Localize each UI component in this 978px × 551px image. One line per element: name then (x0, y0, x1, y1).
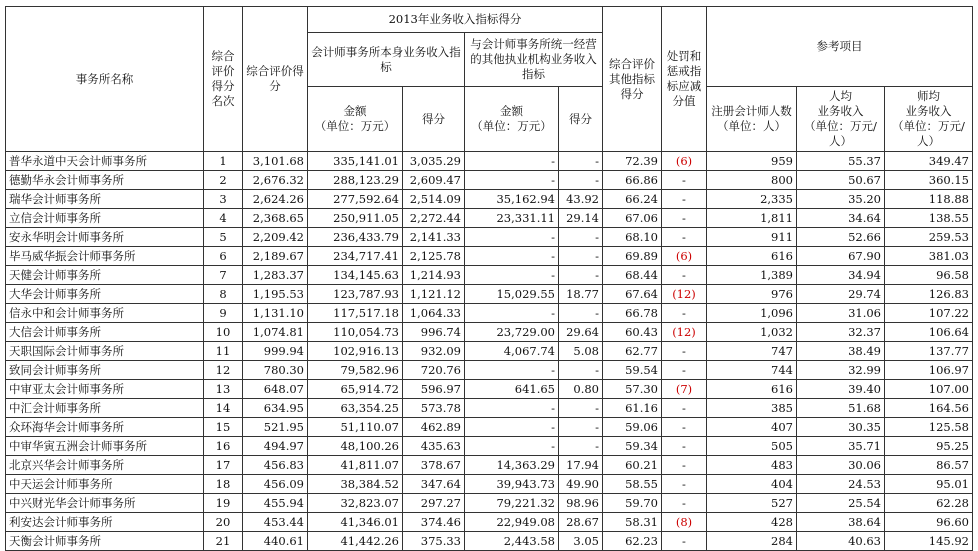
document-page (5, 6, 973, 551)
header-revenue-group: 2013年业务收入指标得分 (308, 7, 603, 33)
cell-score: 2,368.65 (243, 209, 308, 228)
cell-firm-name: 天衡会计师事务所 (6, 532, 204, 551)
cell-score: 2,189.67 (243, 247, 308, 266)
cell-firm-name: 普华永道中天会计师事务所 (6, 152, 204, 171)
cell-cpa-count: 976 (707, 285, 797, 304)
cell-other-score: 59.34 (603, 437, 662, 456)
cell-penalty: - (662, 475, 707, 494)
cell-penalty: - (662, 342, 707, 361)
cell-other-points: 5.08 (559, 342, 603, 361)
cell-own-points: 932.09 (403, 342, 465, 361)
cell-other-amount: - (465, 152, 559, 171)
header-other-amount: 金额 （单位：万元） (465, 87, 559, 152)
cell-per-capita: 30.35 (797, 418, 885, 437)
cell-cpa-count: 385 (707, 399, 797, 418)
cell-own-points: 462.89 (403, 418, 465, 437)
cell-penalty: - (662, 304, 707, 323)
cell-cpa-count: 428 (707, 513, 797, 532)
cell-other-score: 68.10 (603, 228, 662, 247)
cell-firm-name: 中审亚太会计师事务所 (6, 380, 204, 399)
cell-own-amount: 335,141.01 (308, 152, 403, 171)
cell-other-score: 66.78 (603, 304, 662, 323)
cell-own-amount: 48,100.26 (308, 437, 403, 456)
table-row (6, 361, 973, 380)
cell-penalty: - (662, 228, 707, 247)
cell-other-points: - (559, 171, 603, 190)
cell-penalty: - (662, 418, 707, 437)
cell-rank: 6 (204, 247, 243, 266)
cell-other-score: 59.06 (603, 418, 662, 437)
table-row (6, 190, 973, 209)
cell-per-master: 125.58 (885, 418, 973, 437)
cell-firm-name: 中兴财光华会计师事务所 (6, 494, 204, 513)
cell-other-amount: 35,162.94 (465, 190, 559, 209)
table-row (6, 380, 973, 399)
cell-score: 1,131.10 (243, 304, 308, 323)
cell-rank: 17 (204, 456, 243, 475)
cell-own-points: 720.76 (403, 361, 465, 380)
cell-cpa-count: 959 (707, 152, 797, 171)
cell-per-capita: 35.71 (797, 437, 885, 456)
cell-own-amount: 51,110.07 (308, 418, 403, 437)
cell-per-master: 118.88 (885, 190, 973, 209)
cell-other-amount: 39,943.73 (465, 475, 559, 494)
cell-penalty: - (662, 190, 707, 209)
cell-rank: 10 (204, 323, 243, 342)
cell-penalty: (12) (662, 323, 707, 342)
cell-per-master: 164.56 (885, 399, 973, 418)
table-row (6, 171, 973, 190)
table-row (6, 475, 973, 494)
cell-other-amount: 79,221.32 (465, 494, 559, 513)
cell-firm-name: 中天运会计师事务所 (6, 475, 204, 494)
cell-rank: 16 (204, 437, 243, 456)
cell-cpa-count: 284 (707, 532, 797, 551)
cell-per-master: 106.64 (885, 323, 973, 342)
cell-penalty: (6) (662, 247, 707, 266)
cell-per-capita: 30.06 (797, 456, 885, 475)
table-row (6, 285, 973, 304)
cell-other-points: - (559, 304, 603, 323)
cell-own-points: 2,609.47 (403, 171, 465, 190)
cell-other-points: 28.67 (559, 513, 603, 532)
cell-per-capita: 40.63 (797, 532, 885, 551)
cell-penalty: - (662, 532, 707, 551)
cell-firm-name: 利安达会计师事务所 (6, 513, 204, 532)
cell-cpa-count: 747 (707, 342, 797, 361)
cell-own-amount: 134,145.63 (308, 266, 403, 285)
cell-per-capita: 50.67 (797, 171, 885, 190)
header-reference: 参考项目 (707, 7, 973, 87)
cell-rank: 8 (204, 285, 243, 304)
cell-other-points: - (559, 399, 603, 418)
cell-score: 780.30 (243, 361, 308, 380)
cell-other-score: 59.70 (603, 494, 662, 513)
cell-other-amount: 14,363.29 (465, 456, 559, 475)
cell-other-score: 66.86 (603, 171, 662, 190)
cell-other-amount: - (465, 361, 559, 380)
cell-rank: 12 (204, 361, 243, 380)
cell-own-amount: 63,354.25 (308, 399, 403, 418)
table-row (6, 399, 973, 418)
cell-other-points: - (559, 361, 603, 380)
cell-score: 494.97 (243, 437, 308, 456)
cell-per-master: 86.57 (885, 456, 973, 475)
header-firm-name: 事务所名称 (6, 7, 204, 152)
table-row (6, 456, 973, 475)
cell-per-capita: 55.37 (797, 152, 885, 171)
cell-own-amount: 110,054.73 (308, 323, 403, 342)
cell-other-score: 62.77 (603, 342, 662, 361)
cell-own-amount: 65,914.72 (308, 380, 403, 399)
cell-other-amount: 23,331.11 (465, 209, 559, 228)
cell-own-amount: 38,384.52 (308, 475, 403, 494)
cell-score: 456.83 (243, 456, 308, 475)
cell-score: 2,676.32 (243, 171, 308, 190)
cell-per-master: 126.83 (885, 285, 973, 304)
header-own-amount: 金额 （单位：万元） (308, 87, 403, 152)
cell-own-points: 3,035.29 (403, 152, 465, 171)
cell-cpa-count: 800 (707, 171, 797, 190)
table-row (6, 513, 973, 532)
cell-per-capita: 29.74 (797, 285, 885, 304)
cell-other-score: 67.64 (603, 285, 662, 304)
cell-own-amount: 277,592.64 (308, 190, 403, 209)
cell-cpa-count: 1,811 (707, 209, 797, 228)
cell-penalty: (6) (662, 152, 707, 171)
cell-own-amount: 41,442.26 (308, 532, 403, 551)
header-other-points: 得分 (559, 87, 603, 152)
cell-other-amount: - (465, 228, 559, 247)
cell-own-points: 347.64 (403, 475, 465, 494)
cell-other-amount: 2,443.58 (465, 532, 559, 551)
cell-other-points: - (559, 247, 603, 266)
cell-per-master: 138.55 (885, 209, 973, 228)
cell-firm-name: 天健会计师事务所 (6, 266, 204, 285)
cell-per-master: 95.01 (885, 475, 973, 494)
cell-own-points: 1,064.33 (403, 304, 465, 323)
cell-cpa-count: 407 (707, 418, 797, 437)
cell-own-points: 2,141.33 (403, 228, 465, 247)
cell-cpa-count: 404 (707, 475, 797, 494)
cell-per-master: 106.97 (885, 361, 973, 380)
cell-rank: 5 (204, 228, 243, 247)
header-per-master: 师均 业务收入 （单位：万元/人） (885, 87, 973, 152)
cell-own-points: 1,121.12 (403, 285, 465, 304)
cell-other-points: - (559, 152, 603, 171)
cell-penalty: - (662, 171, 707, 190)
cell-cpa-count: 911 (707, 228, 797, 247)
cell-per-master: 96.60 (885, 513, 973, 532)
cell-other-score: 72.39 (603, 152, 662, 171)
cell-own-points: 573.78 (403, 399, 465, 418)
cell-per-capita: 31.06 (797, 304, 885, 323)
cell-own-amount: 288,123.29 (308, 171, 403, 190)
table-row (6, 209, 973, 228)
cell-own-points: 374.46 (403, 513, 465, 532)
cell-other-amount: - (465, 399, 559, 418)
cell-penalty: - (662, 361, 707, 380)
cell-rank: 19 (204, 494, 243, 513)
cell-firm-name: 瑞华会计师事务所 (6, 190, 204, 209)
cell-cpa-count: 1,032 (707, 323, 797, 342)
cell-score: 2,209.42 (243, 228, 308, 247)
cell-own-points: 2,272.44 (403, 209, 465, 228)
cell-other-points: - (559, 437, 603, 456)
cell-per-capita: 35.20 (797, 190, 885, 209)
cell-other-points: - (559, 418, 603, 437)
cell-per-capita: 38.49 (797, 342, 885, 361)
header-score: 综合评价得分 (243, 7, 308, 152)
cell-other-score: 66.24 (603, 190, 662, 209)
cell-penalty: (12) (662, 285, 707, 304)
cell-other-amount: - (465, 437, 559, 456)
cell-firm-name: 安永华明会计师事务所 (6, 228, 204, 247)
cell-rank: 7 (204, 266, 243, 285)
cell-per-capita: 25.54 (797, 494, 885, 513)
cell-rank: 21 (204, 532, 243, 551)
cell-per-master: 137.77 (885, 342, 973, 361)
cell-own-amount: 123,787.93 (308, 285, 403, 304)
cell-rank: 3 (204, 190, 243, 209)
cell-per-master: 107.22 (885, 304, 973, 323)
cell-per-master: 360.15 (885, 171, 973, 190)
cell-other-points: 0.80 (559, 380, 603, 399)
cell-own-points: 297.27 (403, 494, 465, 513)
cell-score: 999.94 (243, 342, 308, 361)
cell-other-amount: 4,067.74 (465, 342, 559, 361)
cell-per-capita: 51.68 (797, 399, 885, 418)
cell-own-amount: 32,823.07 (308, 494, 403, 513)
cell-own-points: 435.63 (403, 437, 465, 456)
cell-firm-name: 致同会计师事务所 (6, 361, 204, 380)
cell-rank: 11 (204, 342, 243, 361)
cell-own-amount: 41,811.07 (308, 456, 403, 475)
cell-score: 456.09 (243, 475, 308, 494)
cell-per-capita: 34.64 (797, 209, 885, 228)
cell-other-amount: - (465, 171, 559, 190)
cell-per-master: 96.58 (885, 266, 973, 285)
cell-own-amount: 234,717.41 (308, 247, 403, 266)
cell-other-points: 3.05 (559, 532, 603, 551)
cell-rank: 15 (204, 418, 243, 437)
cell-per-master: 259.53 (885, 228, 973, 247)
cell-firm-name: 天职国际会计师事务所 (6, 342, 204, 361)
cell-other-points: 98.96 (559, 494, 603, 513)
cell-firm-name: 大华会计师事务所 (6, 285, 204, 304)
cell-own-amount: 79,582.96 (308, 361, 403, 380)
cell-other-score: 59.54 (603, 361, 662, 380)
cell-other-amount: - (465, 266, 559, 285)
cell-other-points: 43.92 (559, 190, 603, 209)
cell-score: 1,283.37 (243, 266, 308, 285)
cell-other-score: 58.55 (603, 475, 662, 494)
cell-other-points: 17.94 (559, 456, 603, 475)
cell-own-points: 1,214.93 (403, 266, 465, 285)
cell-cpa-count: 744 (707, 361, 797, 380)
cell-rank: 18 (204, 475, 243, 494)
cell-other-score: 60.43 (603, 323, 662, 342)
cell-penalty: - (662, 209, 707, 228)
cell-firm-name: 大信会计师事务所 (6, 323, 204, 342)
cell-cpa-count: 616 (707, 247, 797, 266)
cell-rank: 2 (204, 171, 243, 190)
cell-score: 1,195.53 (243, 285, 308, 304)
cell-score: 648.07 (243, 380, 308, 399)
cell-penalty: - (662, 456, 707, 475)
cell-firm-name: 众环海华会计师事务所 (6, 418, 204, 437)
cell-other-amount: 23,729.00 (465, 323, 559, 342)
cell-score: 453.44 (243, 513, 308, 532)
cell-cpa-count: 616 (707, 380, 797, 399)
cell-other-amount: - (465, 304, 559, 323)
cell-cpa-count: 505 (707, 437, 797, 456)
cell-own-points: 378.67 (403, 456, 465, 475)
cell-other-score: 61.16 (603, 399, 662, 418)
table-row (6, 532, 973, 551)
cell-own-amount: 236,433.79 (308, 228, 403, 247)
cell-own-amount: 117,517.18 (308, 304, 403, 323)
cell-rank: 4 (204, 209, 243, 228)
cell-penalty: (7) (662, 380, 707, 399)
cell-other-score: 60.21 (603, 456, 662, 475)
cell-firm-name: 毕马威华振会计师事务所 (6, 247, 204, 266)
cell-cpa-count: 527 (707, 494, 797, 513)
cell-firm-name: 信永中和会计师事务所 (6, 304, 204, 323)
cell-own-amount: 41,346.01 (308, 513, 403, 532)
header-other-revenue: 与会计师事务所统一经营的其他执业机构业务收入指标 (465, 33, 603, 87)
header-rank: 综合评价得分名次 (204, 7, 243, 152)
cell-other-score: 68.44 (603, 266, 662, 285)
table-row (6, 418, 973, 437)
cell-penalty: - (662, 399, 707, 418)
cell-per-capita: 32.37 (797, 323, 885, 342)
cell-firm-name: 中汇会计师事务所 (6, 399, 204, 418)
table-row (6, 247, 973, 266)
cell-rank: 1 (204, 152, 243, 171)
cell-per-master: 381.03 (885, 247, 973, 266)
cell-cpa-count: 1,096 (707, 304, 797, 323)
cell-other-amount: 641.65 (465, 380, 559, 399)
cell-cpa-count: 1,389 (707, 266, 797, 285)
cell-per-capita: 67.90 (797, 247, 885, 266)
cell-score: 1,074.81 (243, 323, 308, 342)
cell-cpa-count: 483 (707, 456, 797, 475)
cell-per-capita: 52.66 (797, 228, 885, 247)
cell-penalty: - (662, 266, 707, 285)
cell-per-capita: 24.53 (797, 475, 885, 494)
cell-rank: 13 (204, 380, 243, 399)
cell-per-master: 95.25 (885, 437, 973, 456)
cell-score: 3,101.68 (243, 152, 308, 171)
cell-penalty: - (662, 494, 707, 513)
cell-own-amount: 102,916.13 (308, 342, 403, 361)
cell-other-points: 29.14 (559, 209, 603, 228)
cell-per-master: 62.28 (885, 494, 973, 513)
cell-per-capita: 38.64 (797, 513, 885, 532)
cell-own-points: 996.74 (403, 323, 465, 342)
header-own-points: 得分 (403, 87, 465, 152)
cell-other-amount: 15,029.55 (465, 285, 559, 304)
firm-ranking-table (5, 6, 973, 551)
table-header (6, 7, 973, 152)
cell-per-capita: 34.94 (797, 266, 885, 285)
cell-other-points: 49.90 (559, 475, 603, 494)
cell-penalty: - (662, 437, 707, 456)
cell-other-amount: - (465, 418, 559, 437)
cell-firm-name: 立信会计师事务所 (6, 209, 204, 228)
cell-own-amount: 250,911.05 (308, 209, 403, 228)
table-row (6, 304, 973, 323)
table-row (6, 266, 973, 285)
cell-other-points: 29.64 (559, 323, 603, 342)
cell-other-amount: 22,949.08 (465, 513, 559, 532)
cell-firm-name: 中审华寅五洲会计师事务所 (6, 437, 204, 456)
table-row (6, 323, 973, 342)
cell-other-points: 18.77 (559, 285, 603, 304)
cell-other-score: 69.89 (603, 247, 662, 266)
table-row (6, 342, 973, 361)
cell-per-master: 107.00 (885, 380, 973, 399)
header-cpa-count: 注册会计师人数 （单位：人） (707, 87, 797, 152)
table-row (6, 228, 973, 247)
header-own-revenue: 会计师事务所本身业务收入指标 (308, 33, 465, 87)
cell-other-points: - (559, 266, 603, 285)
cell-own-points: 2,514.09 (403, 190, 465, 209)
cell-firm-name: 北京兴华会计师事务所 (6, 456, 204, 475)
cell-score: 634.95 (243, 399, 308, 418)
cell-score: 455.94 (243, 494, 308, 513)
cell-cpa-count: 2,335 (707, 190, 797, 209)
cell-firm-name: 德勤华永会计师事务所 (6, 171, 204, 190)
cell-per-master: 145.92 (885, 532, 973, 551)
cell-own-points: 2,125.78 (403, 247, 465, 266)
cell-score: 521.95 (243, 418, 308, 437)
cell-score: 2,624.26 (243, 190, 308, 209)
cell-score: 440.61 (243, 532, 308, 551)
table-row (6, 437, 973, 456)
cell-other-points: - (559, 228, 603, 247)
cell-own-points: 596.97 (403, 380, 465, 399)
table-body (6, 152, 973, 551)
cell-per-capita: 32.99 (797, 361, 885, 380)
table-row (6, 494, 973, 513)
cell-per-capita: 39.40 (797, 380, 885, 399)
cell-other-score: 58.31 (603, 513, 662, 532)
header-other-score: 综合评价其他指标得分 (603, 7, 662, 152)
cell-per-master: 349.47 (885, 152, 973, 171)
table-row (6, 152, 973, 171)
cell-rank: 14 (204, 399, 243, 418)
cell-rank: 9 (204, 304, 243, 323)
header-penalty: 处罚和惩戒指标应减分值 (662, 7, 707, 152)
header-per-capita: 人均 业务收入 （单位：万元/人） (797, 87, 885, 152)
cell-rank: 20 (204, 513, 243, 532)
cell-other-score: 67.06 (603, 209, 662, 228)
cell-penalty: (8) (662, 513, 707, 532)
cell-own-points: 375.33 (403, 532, 465, 551)
cell-other-amount: - (465, 247, 559, 266)
cell-other-score: 62.23 (603, 532, 662, 551)
cell-other-score: 57.30 (603, 380, 662, 399)
